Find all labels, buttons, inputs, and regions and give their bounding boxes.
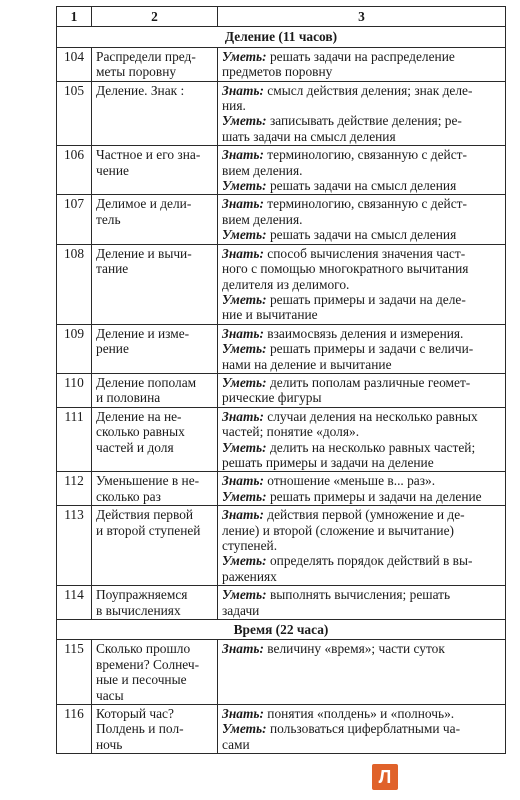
goal-line: [222, 523, 501, 538]
goal-keyword: Уметь:: [222, 721, 267, 737]
topic-line: сколько раз: [96, 488, 161, 504]
header-col-1: 1: [57, 7, 92, 27]
lesson-number: 107: [57, 195, 92, 244]
goal-text: ного с помощью многократного вычитания: [222, 261, 469, 277]
goal-text: предметов поровну: [222, 64, 333, 80]
goal-text: вием деления.: [222, 162, 303, 178]
goal-text: частей; понятие «доля».: [222, 424, 360, 440]
topic-line: Частное и его зна-: [96, 147, 201, 163]
lesson-goals: [218, 47, 506, 81]
goal-keyword: Уметь:: [222, 178, 267, 194]
lesson-goals: [218, 506, 506, 586]
table-row: [57, 506, 506, 586]
goal-line: [222, 113, 501, 128]
goal-text: величину «время»; части суток: [267, 641, 445, 657]
lesson-goals: [218, 195, 506, 244]
lesson-goals: [218, 705, 506, 754]
goal-line: [222, 473, 501, 488]
lesson-number: 111: [57, 407, 92, 472]
goal-keyword: Уметь:: [222, 374, 267, 390]
goal-text: смысл действия деления; знак деле-: [267, 82, 473, 98]
goal-keyword: Знать:: [222, 507, 264, 523]
topic-line: меты поровну: [96, 64, 177, 80]
goal-text: ния.: [222, 98, 246, 114]
goal-line: [222, 409, 501, 424]
goal-line: [222, 292, 501, 307]
goal-line: [222, 212, 501, 227]
goal-line: [222, 424, 501, 439]
topic-line: времени? Солнеч-: [96, 656, 200, 672]
goal-line: [222, 178, 501, 193]
goal-line: [222, 721, 501, 736]
goal-text: делителя из делимого.: [222, 276, 350, 292]
section-title: Время (22 часа): [57, 620, 506, 640]
lesson-topic: [92, 81, 218, 146]
section-row: [57, 620, 506, 640]
lesson-goals: [218, 407, 506, 472]
table-row: [57, 373, 506, 407]
topic-line: Деление и изме-: [96, 325, 190, 341]
goal-text: решать примеры и задачи на деле-: [269, 291, 466, 307]
table-row: [57, 640, 506, 705]
table-row: [57, 407, 506, 472]
lesson-number: 105: [57, 81, 92, 146]
goal-text: терминологию, связанную с дейст-: [267, 147, 467, 163]
goal-line: [222, 49, 501, 64]
lesson-number: 113: [57, 506, 92, 586]
goal-keyword: Уметь:: [222, 113, 267, 129]
topic-line: и половина: [96, 390, 161, 406]
table-row: [57, 146, 506, 195]
table-row: [57, 81, 506, 146]
goal-keyword: Знать:: [222, 641, 264, 657]
lesson-topic: [92, 324, 218, 373]
goal-line: [222, 569, 501, 584]
goal-line: [222, 489, 501, 504]
logo-letter: Л: [378, 767, 392, 787]
topic-line: сколько равных: [96, 424, 185, 440]
lesson-number: 112: [57, 472, 92, 506]
goal-line: [222, 587, 501, 602]
header-col-3: 3: [218, 7, 506, 27]
goal-line: [222, 507, 501, 522]
goal-text: выполнять вычисления; решать: [269, 587, 451, 603]
goal-keyword: Уметь:: [222, 488, 267, 504]
lesson-goals: [218, 244, 506, 324]
goal-text: решать задачи на смысл деления: [269, 227, 457, 243]
goal-text: действия первой (умножение и де-: [267, 507, 465, 523]
goal-line: [222, 98, 501, 113]
table-row: [57, 705, 506, 754]
goal-text: делить пополам различные геомет-: [269, 374, 471, 390]
goal-text: рические фигуры: [222, 390, 322, 406]
topic-line: Который час?: [96, 706, 174, 722]
goal-keyword: Уметь:: [222, 291, 267, 307]
goal-keyword: Уметь:: [222, 48, 267, 64]
goal-keyword: Знать:: [222, 82, 264, 98]
topic-line: ные и песочные: [96, 672, 187, 688]
publisher-logo: [372, 764, 398, 790]
topic-line: Деление пополам: [96, 374, 197, 390]
lesson-topic: [92, 640, 218, 705]
goal-line: [222, 163, 501, 178]
goal-line: [222, 357, 501, 372]
goal-text: записывать действие деления; ре-: [269, 113, 462, 129]
goal-line: [222, 538, 501, 553]
goal-text: ление) и второй (сложение и вычитание): [222, 522, 455, 538]
goal-keyword: Знать:: [222, 325, 264, 341]
goal-line: [222, 603, 501, 618]
topic-line: в вычислениях: [96, 602, 181, 618]
goal-line: [222, 553, 501, 568]
lesson-topic: [92, 705, 218, 754]
goal-line: [222, 246, 501, 261]
goal-keyword: Знать:: [222, 147, 264, 163]
goal-text: ние и вычитание: [222, 307, 318, 323]
lesson-goals: [218, 324, 506, 373]
curriculum-table-wrapper: [56, 6, 505, 754]
lesson-topic: [92, 244, 218, 324]
goal-keyword: Уметь:: [222, 227, 267, 243]
topic-line: Распредели пред-: [96, 48, 196, 64]
goal-line: [222, 277, 501, 292]
topic-line: Деление. Знак :: [96, 82, 185, 98]
lesson-goals: [218, 146, 506, 195]
goal-line: [222, 706, 501, 721]
goal-line: [222, 307, 501, 322]
lesson-number: 116: [57, 705, 92, 754]
goal-text: отношение «меньше в... раз».: [267, 473, 436, 489]
topic-line: Делимое и дели-: [96, 196, 192, 212]
goal-keyword: Уметь:: [222, 587, 267, 603]
goal-line: [222, 129, 501, 144]
topic-line: Деление и вычи-: [96, 245, 192, 261]
goal-text: терминологию, связанную с дейст-: [267, 196, 467, 212]
lesson-number: 115: [57, 640, 92, 705]
goal-keyword: Знать:: [222, 706, 264, 722]
lesson-number: 106: [57, 146, 92, 195]
goal-keyword: Знать:: [222, 196, 264, 212]
lesson-goals: [218, 472, 506, 506]
goal-text: решать примеры и задачи с величи-: [269, 341, 474, 357]
goal-line: [222, 375, 501, 390]
goal-line: [222, 440, 501, 455]
header-row: [57, 7, 506, 27]
topic-line: чение: [96, 162, 129, 178]
lesson-topic: [92, 195, 218, 244]
lesson-goals: [218, 373, 506, 407]
goal-keyword: Уметь:: [222, 553, 267, 569]
goal-text: понятия «полдень» и «полночь».: [267, 706, 455, 722]
goal-text: решать задачи на распределение: [269, 48, 455, 64]
goal-text: вием деления.: [222, 211, 303, 227]
goal-text: задачи: [222, 602, 260, 618]
goal-line: [222, 737, 501, 752]
table-row: [57, 324, 506, 373]
goal-text: пользоваться циферблатными ча-: [269, 721, 461, 737]
goal-line: [222, 641, 501, 656]
goal-line: [222, 455, 501, 470]
topic-line: часы: [96, 687, 124, 703]
topic-line: Уменьшение в не-: [96, 473, 200, 489]
goal-text: ражениях: [222, 568, 277, 584]
lesson-topic: [92, 373, 218, 407]
goal-line: [222, 196, 501, 211]
topic-line: Сколько прошло: [96, 641, 191, 657]
goal-text: сами: [222, 736, 250, 752]
topic-line: и второй ступеней: [96, 522, 201, 538]
goal-line: [222, 147, 501, 162]
table-row: [57, 244, 506, 324]
goal-line: [222, 326, 501, 341]
goal-line: [222, 83, 501, 98]
table-row: [57, 472, 506, 506]
goal-line: [222, 64, 501, 79]
section-row: [57, 27, 506, 47]
goal-keyword: Знать:: [222, 408, 264, 424]
goal-keyword: Уметь:: [222, 341, 267, 357]
goal-text: ступеней.: [222, 538, 278, 553]
goal-text: шать задачи на смысл деления: [222, 128, 396, 144]
section-title: Деление (11 часов): [57, 27, 506, 47]
topic-line: Поупражняемся: [96, 587, 188, 603]
goal-text: определять порядок действий в вы-: [269, 553, 473, 569]
goal-keyword: Уметь:: [222, 439, 267, 455]
goal-text: взаимосвязь деления и измерения.: [267, 325, 464, 341]
goal-text: решать примеры и задачи на деление: [269, 488, 482, 504]
topic-line: тание: [96, 261, 129, 277]
lesson-number: 108: [57, 244, 92, 324]
goal-line: [222, 227, 501, 242]
table-row: [57, 47, 506, 81]
lesson-topic: [92, 47, 218, 81]
header-col-2: 2: [92, 7, 218, 27]
lesson-goals: [218, 81, 506, 146]
table-body: [57, 27, 506, 754]
goal-text: решать задачи на смысл деления: [269, 178, 457, 194]
goal-text: решать примеры и задачи на деление: [222, 454, 434, 470]
goal-text: нами на деление и вычитание: [222, 356, 392, 372]
lesson-number: 110: [57, 373, 92, 407]
goal-text: способ вычисления значения част-: [267, 245, 466, 261]
goal-text: случаи деления на несколько равных: [267, 408, 478, 424]
lesson-number: 114: [57, 586, 92, 620]
lesson-topic: [92, 407, 218, 472]
lesson-number: 104: [57, 47, 92, 81]
topic-line: тель: [96, 211, 121, 227]
curriculum-table: [56, 6, 506, 754]
topic-line: ночь: [96, 736, 123, 752]
goal-line: [222, 390, 501, 405]
topic-line: Действия первой: [96, 507, 194, 523]
lesson-topic: [92, 146, 218, 195]
lesson-goals: [218, 640, 506, 705]
topic-line: рение: [96, 341, 129, 357]
topic-line: частей и доля: [96, 439, 174, 455]
goal-line: [222, 341, 501, 356]
table-row: [57, 195, 506, 244]
goal-line: [222, 261, 501, 276]
lesson-topic: [92, 472, 218, 506]
goal-keyword: Знать:: [222, 245, 264, 261]
goal-keyword: Знать:: [222, 473, 264, 489]
lesson-number: 109: [57, 324, 92, 373]
lesson-goals: [218, 586, 506, 620]
topic-line: Деление на не-: [96, 408, 182, 424]
lesson-topic: [92, 586, 218, 620]
goal-text: делить на несколько равных частей;: [269, 439, 476, 455]
topic-line: Полдень и пол-: [96, 721, 184, 737]
lesson-topic: [92, 506, 218, 586]
table-row: [57, 586, 506, 620]
